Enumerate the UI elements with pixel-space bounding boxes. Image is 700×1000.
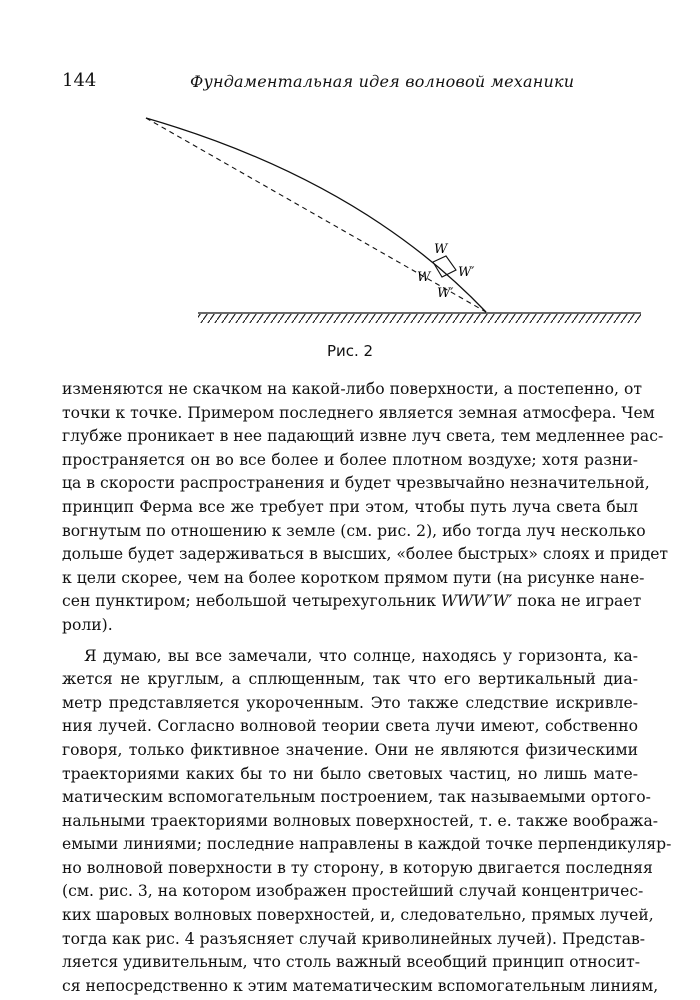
label-w-top: W [434,242,448,257]
running-title: Фундаментальная идея волновой механики [190,72,575,91]
text-line: ния лучей. Согласно волновой теории света лучи имеют, собственно [62,717,638,736]
label-w-prime-bottom: W′ [437,286,454,301]
paragraph-2 [62,645,672,999]
text-line: ляется удивительным, что столь важный всеобщий принцип относит- [62,953,641,972]
text-fragment: пока не играет [512,592,642,611]
straight-dashed-ray [146,118,486,312]
label-w-prime-right: W′ [458,265,475,280]
text-line: тогда как рис. 4 разъясняет случай криволинейных лучей). Представ- [62,929,646,948]
text-line: к цели скорее, чем на более коротком прямом пути (на рисунке нане- [62,568,645,587]
text-line: емыми линиями; последние направлены в каждой точке перпендикуляр- [62,835,672,854]
figure-caption: Рис. 2 [326,342,374,360]
paragraph-1 [62,378,669,638]
ground-hatching [198,314,641,323]
text-line: траекториями каких бы то ни было световых частиц, но лишь мате- [62,764,638,783]
text-line: пространяется он во все более и более плотном воздухе; хотя разни- [62,450,638,469]
text-line: ца в скорости распространения и будет чрезвычайно незначительной, [62,474,650,493]
figure-ray-refraction [0,0,700,340]
text-line: но волновой поверхности в ту сторону, в которую двигается последняя [62,858,653,877]
text-line: метр представляется укороченным. Это также следствие искривле- [62,693,638,712]
text-line: (см. рис. 3, на котором изображен простейший случай концентричес- [62,882,644,901]
text-fragment: сен пунктиром; небольшой четырехугольник [62,592,441,611]
text-line: глубже проникает в нее падающий извне луч света, тем медленнее рас- [62,427,664,446]
text-line: ся непосредственно к этим математическим вспомогательным линиям, [62,976,659,995]
text-line: Я думаю, вы все замечали, что солнце, находясь у горизонта, ка- [84,646,638,665]
text-line: нальными траекториями волновых поверхностей, т. е. также вообража- [62,811,659,830]
text-line: говоря, только фиктивное значение. Они не являются физическими [62,740,638,759]
page-number: 144 [62,70,97,91]
text-line: дольше будет задерживаться в высших, «более быстрых» слоях и придет [62,545,669,564]
text-line: роли). [62,615,113,634]
text-line: вогнутым по отношению к земле (см. рис. 2), ибо тогда луч несколько [62,521,646,540]
label-w-left: W [417,270,431,285]
math-wwww: WWW′W′ [440,592,513,611]
text-line: точки к точке. Примером последнего является земная атмосфера. Чем [62,403,655,422]
text-line: ких шаровых волновых поверхностей, и, следовательно, прямых лучей, [62,906,654,925]
body-text [62,378,672,998]
text-line: матическим вспомогательным построением, так называемыми ортого- [62,788,651,807]
text-line: принцип Ферма все же требует при этом, чтобы путь луча света был [62,497,638,516]
text-line: жется не круглым, а сплющенным, так что его вертикальный диа- [62,670,638,689]
text-line [62,590,642,614]
text-line: изменяются не скачком на какой-либо поверхности, а постепенно, от [62,380,642,398]
quadrilateral-wwww [433,256,456,277]
